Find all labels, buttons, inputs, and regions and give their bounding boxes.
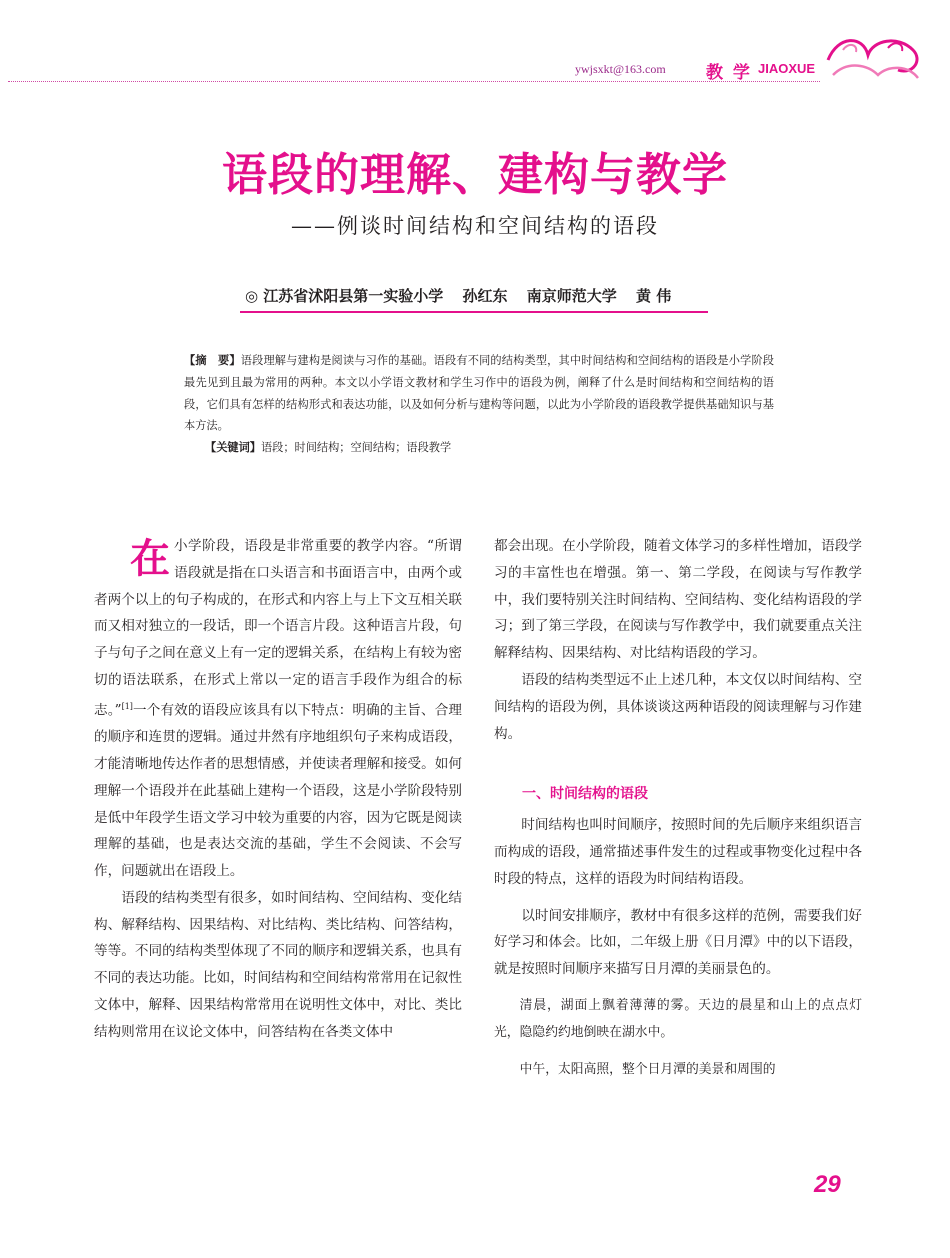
keywords bbox=[205, 439, 451, 455]
author-affiliation-2: 南京师范大学 bbox=[526, 287, 617, 305]
article-subtitle: ——例谈时间结构和空间结构的语段 bbox=[291, 214, 659, 238]
page-number: 29 bbox=[814, 1171, 841, 1198]
article-title: 语段的理解、建构与教学 bbox=[221, 148, 728, 201]
dropcap: 在 bbox=[130, 535, 170, 582]
body-column-right bbox=[494, 533, 862, 1083]
abstract bbox=[184, 350, 774, 437]
body-column-left bbox=[94, 533, 462, 1046]
paragraph-1-text: 小学阶段，语段是非常重要的教学内容。“所谓语段就是指在口头语言和书面语言中，由两个或者两个以上的句子构成的，在形式和内容上与上下文互相关联而又相对独立的一段话，即一个语言片段。这种语言片段，句子与句子之间在意义上有一定的逻辑关系，在结构上有较为密切的语法联系，在形式上常以一定的语言手段作为组合的标志。” bbox=[94, 538, 462, 719]
section-heading-1: 一、时间结构的语段 bbox=[522, 786, 648, 803]
header-divider bbox=[8, 81, 820, 82]
author-name-2: 黄 伟 bbox=[636, 287, 672, 305]
paragraph-2-cont: 都会出现。在小学阶段，随着文体学习的多样性增加，语段学习的丰富性也在增强。第一、第二学段，在阅读与写作教学中，我们要特别关注时间结构、空间结构、变化结构语段的学习；到了第三学段，在阅读与写作教学中，我们就要重点关注解释结构、因果结构、对比结构语段的学习。 bbox=[494, 538, 862, 662]
paragraph-4: 时间结构也叫时间顺序，按照时间的先后顺序来组织语言而构成的语段，通常描述事件发生的过程或事物变化过程中各时段的特点，这样的语段为时间结构语段。 bbox=[494, 817, 862, 887]
paragraph-3: 语段的结构类型远不止上述几种，本文仅以时间结构、空间结构的语段为例，具体谈谈这两种语段的阅读理解与习作建构。 bbox=[494, 671, 862, 742]
author-underline bbox=[240, 311, 708, 313]
header-subject-en: JIAOXUE bbox=[758, 61, 816, 76]
keywords-text: 语段；时间结构；空间结构；语段教学 bbox=[260, 441, 452, 454]
author-name-1: 孙红东 bbox=[462, 287, 508, 305]
keywords-label: 【关键词】 bbox=[205, 441, 261, 454]
author-affiliation-1: ◎ 江苏省沭阳县第一实验小学 bbox=[245, 287, 444, 305]
paragraph-2: 语段的结构类型有很多，如时间结构、空间结构、变化结构、解释结构、因果结构、对比结构、类比结构、问答结构，等等。不同的结构类型体现了不同的顺序和逻辑关系，也具有不同的表达功能。比如，时间结构和空间结构常常用在记叙性文体中，解释、因果结构常常用在说明性文体中，对比、类比结构则常用在议论文体中，问答结构在各类文体中 bbox=[94, 889, 462, 1040]
abstract-label: 【摘 要】 bbox=[184, 354, 241, 367]
paragraph-5: 以时间安排顺序，教材中有很多这样的范例，需要我们好好学习和体会。比如，二年级上册《日月潭》中的以下语段，就是按照时间顺序来描写日月潭的美丽景色的。 bbox=[494, 907, 862, 978]
cloud-swirl-icon bbox=[818, 30, 923, 90]
paragraph-1 bbox=[94, 533, 462, 885]
author-line bbox=[245, 285, 685, 306]
header-subject: 教 学 bbox=[706, 63, 752, 83]
header-email: ywjsxkt@163.com bbox=[575, 62, 666, 76]
abstract-text: 语段理解与建构是阅读与习作的基础。语段有不同的结构类型，其中时间结构和空间结构的语段是小学阶段最先见到且最为常用的两种。本文以小学语文教材和学生习作中的语段为例，阐释了什么是时间结构和空间结构的语段，它们具有怎样的结构形式和表达功能，以及如何分析与建构等问题，以此为小学阶段的语段教学提供基础知识与基本方法。 bbox=[184, 354, 774, 433]
paragraph-1-text-cont: 一个有效的语段应该具有以下特点：明确的主旨、合理的顺序和连贯的逻辑。通过井然有序地组织句子来构成语段，才能清晰地传达作者的思想情感，并使读者理解和接受。如何理解一个语段并在此基础上建构一个语段，这是小学阶段特别是低中年段学生语文学习中较为重要的内容，因为它既是阅读理解的基础，也是表达交流的基础，学生不会阅读、不会写作，问题就出在语段上。 bbox=[94, 702, 462, 880]
example-quote-2: 中午，太阳高照，整个日月潭的美景和周围的 bbox=[519, 1061, 776, 1077]
citation-1: [1] bbox=[121, 701, 133, 711]
example-quote-1: 清晨，湖面上飘着薄薄的雾。天边的晨星和山上的点点灯光，隐隐约约地倒映在湖水中。 bbox=[494, 997, 862, 1040]
